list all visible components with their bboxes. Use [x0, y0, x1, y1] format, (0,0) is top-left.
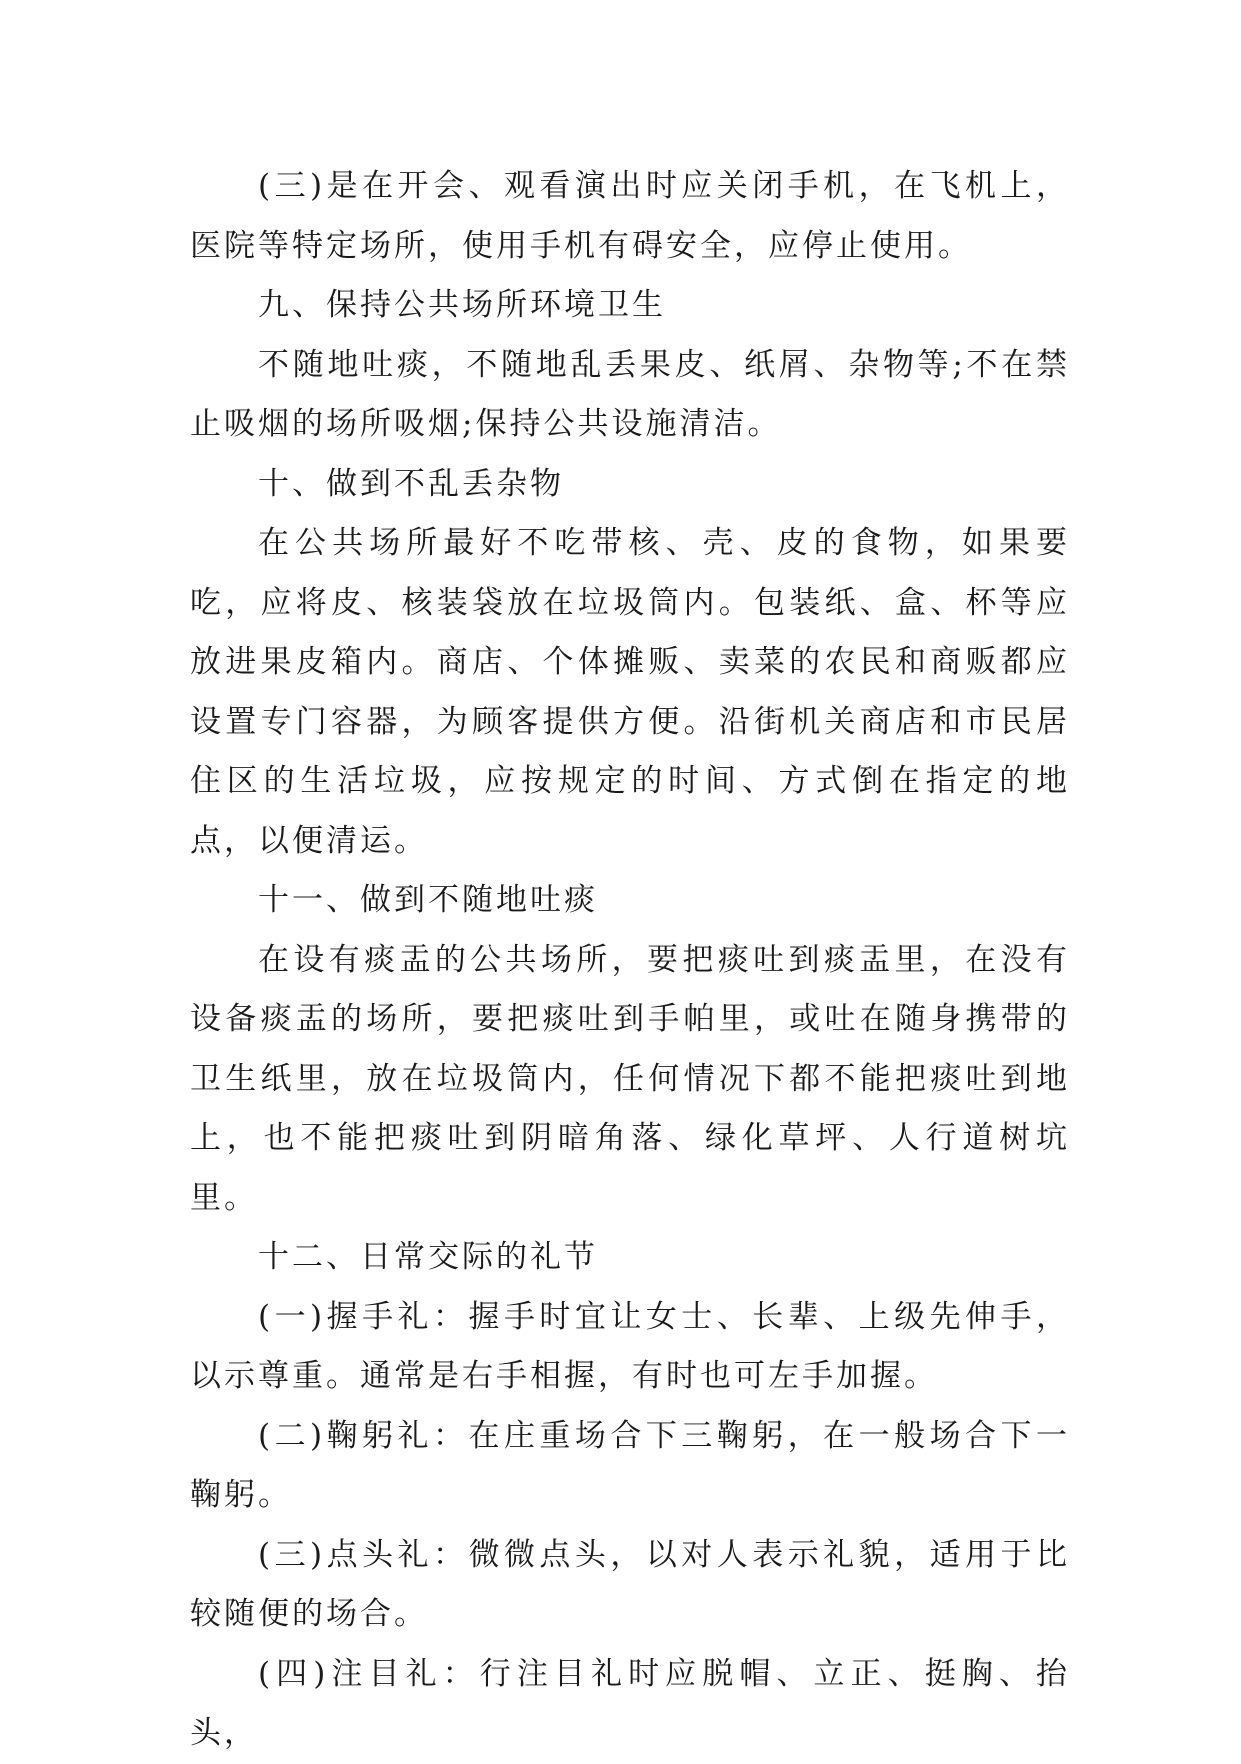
paragraph-nod: (三)点头礼：微微点头，以对人表示礼貌，适用于比较随便的场合。 [190, 1536, 1070, 1632]
paragraph-public-hygiene: 不随地吐痰，不随地乱丢果皮、纸屑、杂物等;不在禁止吸烟的场所吸烟;保持公共设施清洁。 [190, 346, 1070, 442]
heading-section-12: 十二、日常交际的礼节 [258, 1239, 598, 1275]
heading-section-9: 九、保持公共场所环境卫生 [258, 287, 666, 323]
heading-section-11: 十一、做到不随地吐痰 [258, 882, 598, 918]
paragraph-bow: (二)鞠躬礼：在庄重场合下三鞠躬，在一般场合下一鞠躬。 [190, 1417, 1070, 1513]
paragraph-no-littering: 在公共场所最好不吃带核、壳、皮的食物，如果要吃，应将皮、核装袋放在垃圾筒内。包装纸、盒、杯等应放进果皮箱内。商店、个体摊贩、卖菜的农民和商贩都应设置专门容器，为顾客提供方便。沿街机关商店和市民居住区的生活垃圾，应按规定的时间、方式倒在指定的地点，以便清运。 [190, 525, 1070, 859]
heading-section-10: 十、做到不乱丢杂物 [258, 465, 564, 502]
document-body [190, 157, 1070, 1764]
paragraph-salute: (四)注目礼：行注目礼时应脱帽、立正、挺胸、抬头， [190, 1655, 1070, 1751]
paragraph-handshake: (一)握手礼：握手时宜让女士、长辈、上级先伸手，以示尊重。通常是右手相握，有时也可左手加握。 [190, 1298, 1070, 1394]
paragraph-no-spitting: 在设有痰盂的公共场所，要把痰吐到痰盂里，在没有设备痰盂的场所，要把痰吐到手帕里，或吐在随身携带的卫生纸里，放在垃圾筒内，任何情况下都不能把痰吐到地上，也不能把痰吐到阴暗角落、绿化草坪、人行道树坑里。 [190, 941, 1070, 1216]
paragraph-mobile-phone-rule: (三)是在开会、观看演出时应关闭手机，在飞机上，医院等特定场所，使用手机有碍安全，应停止使用。 [190, 168, 1070, 264]
